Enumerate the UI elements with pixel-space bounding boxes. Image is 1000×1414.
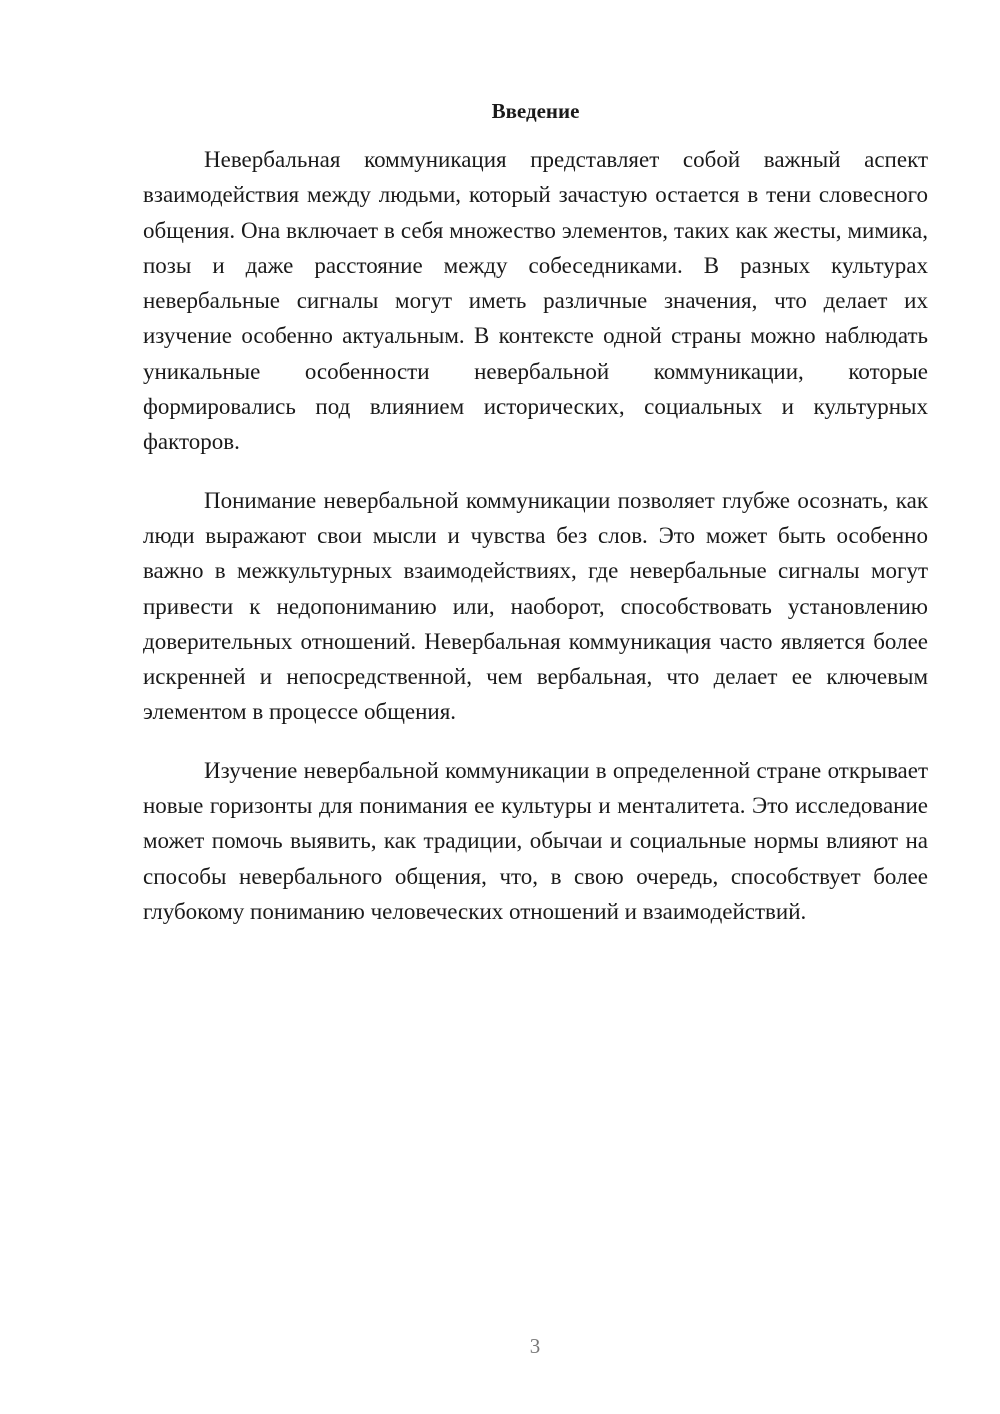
paragraph: Изучение невербальной коммуникации в определенной стране открывает новые горизонты для понимания ее культуры и менталитета. Это исследование может помочь выявить, как традиции, обычаи и социальные нормы влияют на способы невербального общения, что, в свою очередь, способствует более глубокому пониманию человеческих отношений и взаимодействий.	[143, 757, 928, 924]
section-heading: Введение	[491, 99, 580, 123]
page-number: 3	[529, 1334, 541, 1358]
paragraph: Понимание невербальной коммуникации позволяет глубже осознать, как люди выражают свои мысли и чувства без слов. Это может быть особенно важно в межкультурных взаимодействиях, где невербальные сигналы могут привести к недопониманию или, наоборот, способствовать установлению доверительных отношений. Невербальная коммуникация часто является более искренней и непосредственной, чем вербальная, что делает ее ключевым элементом в процессе общения.	[143, 487, 928, 725]
paragraph: Невербальная коммуникация представляет собой важный аспект взаимодействия между людьми, который зачастую остается в тени словесного общения. Она включает в себя множество элементов, таких как жесты, мимика, позы и даже расстояние между собеседниками. В разных культурах невербальные сигналы могут иметь различные значения, что делает их изучение особенно актуальным. В контексте одной страны можно наблюдать уникальные особенности невербальной коммуникации, которые формировались под влиянием исторических, социальных и культурных факторов.	[143, 147, 928, 455]
body-text	[143, 142, 928, 952]
